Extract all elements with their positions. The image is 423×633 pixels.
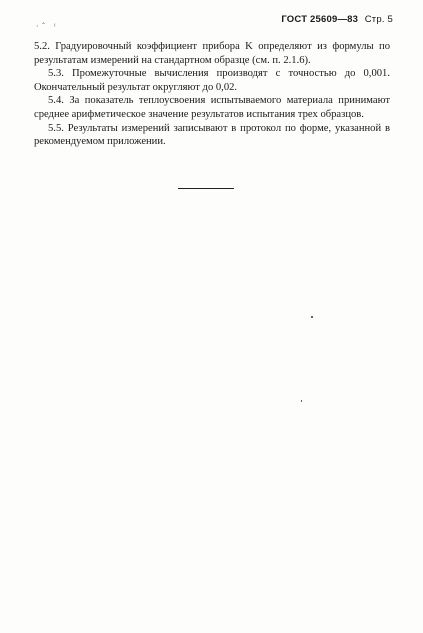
paragraph-5-4: 5.4. За показатель теплоусвоения испытываемого материала принимают среднее арифметическое значение результатов испытания трех образцов. — [34, 95, 390, 120]
page-number: Стр. 5 — [364, 14, 393, 25]
scan-speck — [301, 400, 302, 402]
scan-artifact: ·ˆ ⁱ — [36, 22, 59, 31]
paragraph-5-2: 5.2. Градуировочный коэффициент прибора K определяют из формулы по результатам измерений на стандартном образце (см. п. 2.1.6). — [34, 41, 390, 66]
paragraph-5-5: 5.5. Результаты измерений записывают в протокол по форме, указанной в рекомендуемом приложении. — [34, 122, 390, 148]
scan-speck — [311, 316, 313, 318]
end-of-section-rule — [178, 188, 234, 189]
section-5-body — [34, 40, 390, 149]
standard-number: ГОСТ 25609—83 — [281, 14, 359, 25]
page-header — [281, 14, 393, 25]
paragraph-5-3: 5.3. Промежуточные вычисления производят с точностью до 0,001. Окончательный результат округляют до 0,02. — [34, 68, 390, 93]
